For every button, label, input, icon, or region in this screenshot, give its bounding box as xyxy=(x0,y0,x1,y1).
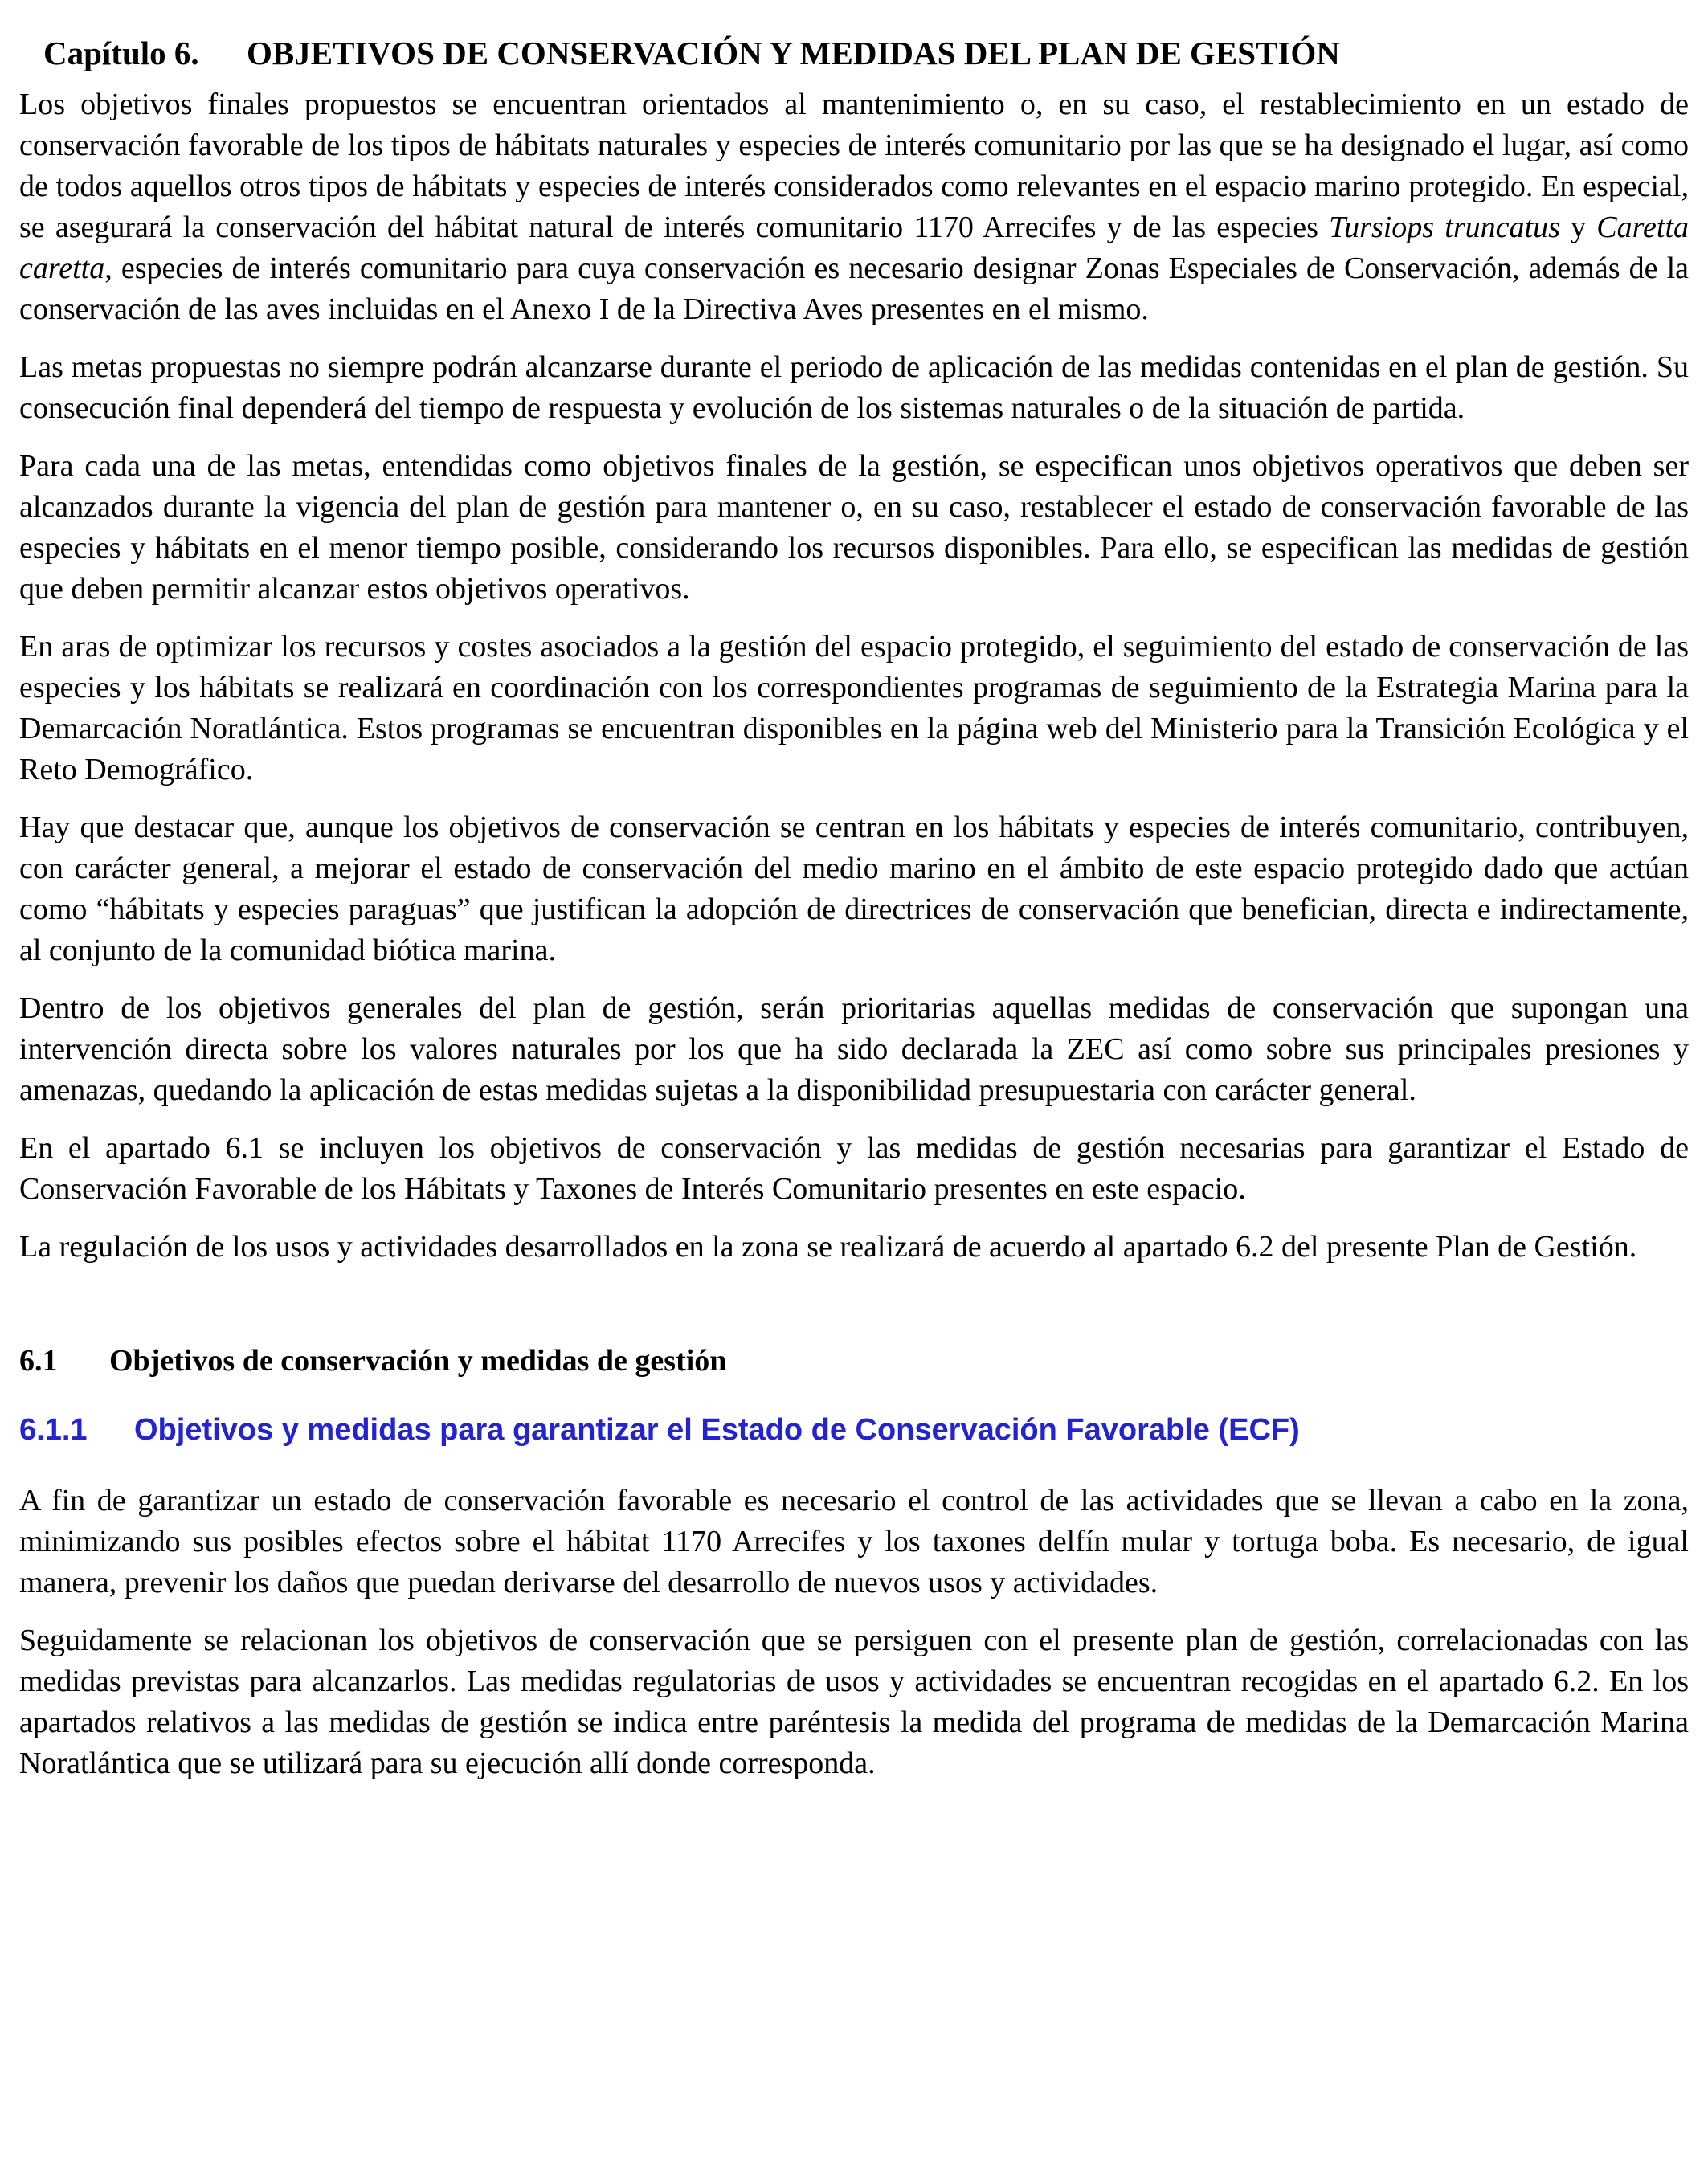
section-6-1-title: Objetivos de conservación y medidas de gestión xyxy=(109,1344,727,1379)
intro-paragraph-2: Las metas propuestas no siempre podrán alcanzarse durante el periodo de aplicación de las medidas contenidas en el plan de gestión. Su consecución final dependerá del tiempo de respuesta y evolución de los sistemas naturales o de la situación de partida. xyxy=(19,350,1689,426)
chapter-number: Capítulo 6. xyxy=(43,35,199,71)
document-page xyxy=(19,24,1689,1784)
section-6-1-heading xyxy=(19,1343,1689,1380)
intro-paragraph-4: En aras de optimizar los recursos y costes asociados a la gestión del espacio protegido, el seguimiento del estado de conservación de las especies y los hábitats se realizará en coordinación con los correspondientes programas de seguimiento de la Estrategia Marina para la Demarcación Noratlántica. Estos programas se encuentran disponibles en la página web del Ministerio para la Transición Ecológica y el Reto Demográfico. xyxy=(19,630,1689,787)
section-6-1-1-heading xyxy=(19,1412,1689,1449)
intro-p1-text-a: Los objetivos finales propuestos se encuentran orientados al mantenimiento o, en su caso, el restablecimiento en un estado de conservación favorable de los tipos de hábitats naturales y especies de interés comunitario por las que se ha designado el lugar, así como de todos aquellos otros tipos de hábitats y especies de interés considerados como relevantes en el espacio marino protegido. En especial, se asegurará la conservación del hábitat natural de interés comunitario 1170 Arrecifes y de las especies xyxy=(19,88,1689,245)
section-6-1-1-paragraph-2: Seguidamente se relacionan los objetivos de conservación que se persiguen con el presente plan de gestión, correlacionadas con las medidas previstas para alcanzarlos. Las medidas regulatorias de usos y actividades se encuentran recogidas en el apartado 6.2. En los apartados relativos a las medidas de gestión se indica entre paréntesis la medida del programa de medidas de la Demarcación Marina Noratlántica que se utilizará para su ejecución allí donde corresponda. xyxy=(19,1624,1689,1781)
chapter-title: OBJETIVOS DE CONSERVACIÓN Y MEDIDAS DEL PLAN DE GESTIÓN xyxy=(247,35,1340,71)
species-name-caretta: Caretta caretta xyxy=(19,210,1690,286)
intro-p1-text-c: , especies de interés comunitario para cuya conservación es necesario designar Zonas Especiales de Conservación, además de la conservación de las aves incluidas en el Anexo I de la Directiva Aves presentes en el mismo. xyxy=(19,251,1689,327)
intro-paragraph-7: En el apartado 6.1 se incluyen los objetivos de conservación y las medidas de gestión necesarias para garantizar el Estado de Conservación Favorable de los Hábitats y Taxones de Interés Comunitario presentes en este espacio. xyxy=(19,1131,1689,1207)
section-6-1-1-number: 6.1.1 xyxy=(19,1412,88,1447)
section-6-1-1-paragraph-1: A fin de garantizar un estado de conservación favorable es necesario el control de las actividades que se llevan a cabo en la zona, minimizando sus posibles efectos sobre el hábitat 1170 Arrecifes y los taxones delfín mular y tortuga boba. Es necesario, de igual manera, prevenir los daños que puedan derivarse del desarrollo de nuevos usos y actividades. xyxy=(19,1484,1689,1600)
species-name-tursiops: Tursiops truncatus xyxy=(1329,210,1560,245)
intro-paragraph-1 xyxy=(19,84,1689,330)
intro-p1-text-b: y xyxy=(1559,210,1597,245)
section-6-1-1-title: Objetivos y medidas para garantizar el Estado de Conservación Favorable (ECF) xyxy=(134,1412,1300,1447)
chapter-heading xyxy=(43,34,1689,73)
intro-paragraph-6: Dentro de los objetivos generales del plan de gestión, serán prioritarias aquellas medidas de conservación que supongan una intervención directa sobre los valores naturales por los que ha sido declarada la ZEC así como sobre sus principales presiones y amenazas, quedando la aplicación de estas medidas sujetas a la disponibilidad presupuestaria con carácter general. xyxy=(19,991,1689,1108)
intro-paragraph-8: La regulación de los usos y actividades desarrollados en la zona se realizará de acuerdo al apartado 6.2 del presente Plan de Gestión. xyxy=(19,1230,1637,1264)
section-6-1-number: 6.1 xyxy=(19,1344,58,1379)
intro-paragraph-5: Hay que destacar que, aunque los objetivos de conservación se centran en los hábitats y especies de interés comunitario, contribuyen, con carácter general, a mejorar el estado de conservación del medio marino en el ámbito de este espacio protegido dado que actúan como “hábitats y especies paraguas” que justifican la adopción de directrices de conservación que benefician, directa e indirectamente, al conjunto de la comunidad biótica marina. xyxy=(19,811,1689,968)
intro-paragraph-3: Para cada una de las metas, entendidas como objetivos finales de la gestión, se especifican unos objetivos operativos que deben ser alcanzados durante la vigencia del plan de gestión para mantener o, en su caso, restablecer el estado de conservación favorable de las especies y hábitats en el menor tiempo posible, considerando los recursos disponibles. Para ello, se especifican las medidas de gestión que deben permitir alcanzar estos objetivos operativos. xyxy=(19,449,1689,607)
